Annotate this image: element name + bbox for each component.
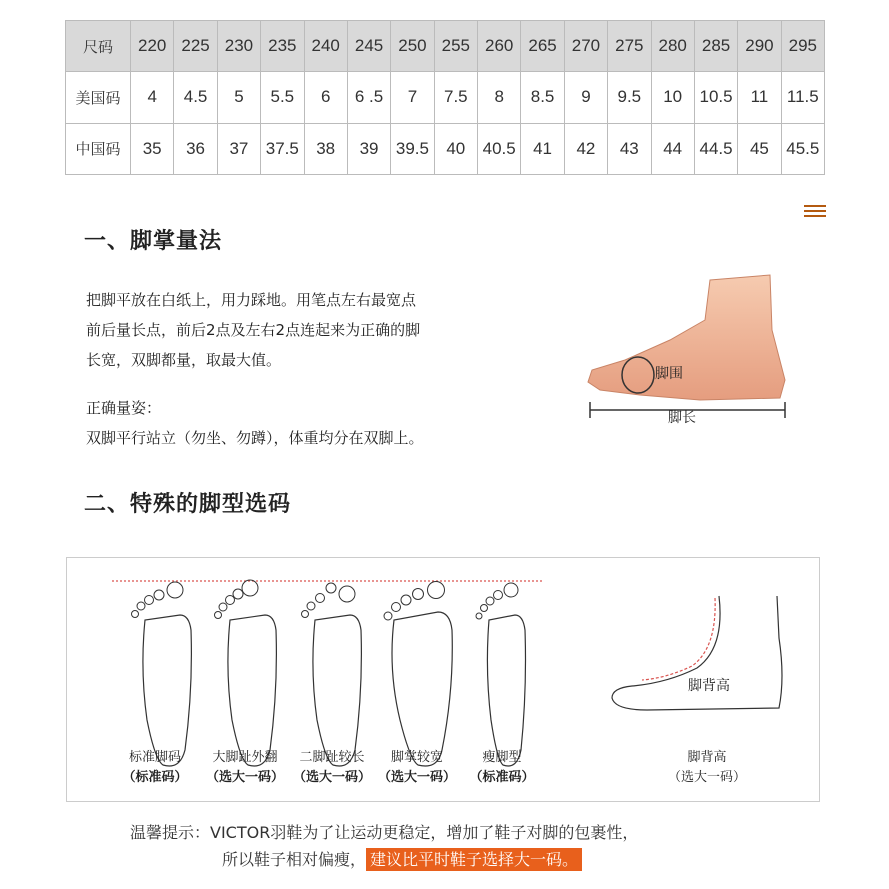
foot-outline-narrow [476, 583, 526, 766]
size-cell: 4 [131, 72, 174, 123]
instruction-line: 长宽，双脚都量，取最大值。 [86, 351, 282, 369]
measure-instructions [86, 285, 420, 375]
size-cell: 11.5 [781, 72, 824, 123]
posture-text: 双脚平行站立（勿坐、勿蹲），体重均分在双脚上。 [86, 429, 424, 447]
size-cell: 43 [608, 123, 651, 174]
size-cell: 220 [131, 21, 174, 72]
size-cell: 44 [651, 123, 694, 174]
size-cell: 7 [391, 72, 434, 123]
size-cell: 230 [217, 21, 260, 72]
foot-outline-wide [384, 582, 452, 767]
foot-type-advice: （标准码） [122, 770, 188, 785]
foot-outline-bunion [215, 580, 277, 766]
size-cell: 290 [738, 21, 781, 72]
size-cell: 275 [608, 21, 651, 72]
size-cell: 4.5 [174, 72, 217, 123]
foot-type-high-instep [647, 748, 767, 788]
instruction-line: 把脚平放在白纸上，用力踩地。用笔点左右最宽点 [86, 291, 417, 309]
posture-title: 正确量姿： [86, 399, 162, 417]
size-cell: 37.5 [261, 123, 304, 174]
size-cell: 36 [174, 123, 217, 174]
menu-icon[interactable] [804, 205, 826, 219]
foot-type-advice: （选大一码） [292, 770, 371, 785]
size-cell: 44.5 [694, 123, 737, 174]
foot-type-advice: （选大一码） [667, 770, 746, 785]
size-cell: 10 [651, 72, 694, 123]
size-cell: 255 [434, 21, 477, 72]
length-label: 脚长 [668, 410, 696, 426]
size-cell: 40.5 [478, 123, 521, 174]
size-cell: 7.5 [434, 72, 477, 123]
section2-heading: 二、特殊的脚型选码 [84, 492, 292, 517]
size-cell: 5 [217, 72, 260, 123]
posture-block [86, 393, 424, 453]
size-cell: 40 [434, 123, 477, 174]
foot-type-name: 瘦脚型 [482, 750, 522, 765]
foot-type-name: 标准脚码 [128, 750, 181, 765]
size-cell: 235 [261, 21, 304, 72]
foot-type-advice: （标准码） [469, 770, 535, 785]
girth-label: 脚围 [655, 366, 683, 382]
foot-measure-illustration [580, 270, 800, 440]
row-label: 尺码 [66, 21, 131, 72]
size-cell: 9.5 [608, 72, 651, 123]
size-row [66, 21, 825, 72]
size-cell: 10.5 [694, 72, 737, 123]
size-row [66, 123, 825, 174]
size-table [65, 20, 825, 175]
size-cell: 35 [131, 123, 174, 174]
foot-type-advice: （选大一码） [205, 770, 284, 785]
foot-type-name: 脚背高 [687, 750, 727, 765]
size-cell: 265 [521, 21, 564, 72]
size-cell: 240 [304, 21, 347, 72]
size-row [66, 72, 825, 123]
size-cell: 260 [478, 21, 521, 72]
size-cell: 6 .5 [347, 72, 390, 123]
size-cell: 6 [304, 72, 347, 123]
tip-highlight: 建议比平时鞋子选择大一码。 [366, 848, 582, 871]
tip-line1: 温馨提示：VICTOR羽鞋为了让运动更稳定，增加了鞋子对脚的包裹性， [130, 823, 639, 842]
foot-type-name: 脚掌较宽 [390, 750, 443, 765]
size-cell: 250 [391, 21, 434, 72]
section1-heading: 一、脚掌量法 [84, 229, 223, 254]
instep-label: 脚背高 [688, 678, 730, 694]
size-cell: 11 [738, 72, 781, 123]
foot-type-name: 大脚趾外翻 [212, 750, 278, 765]
size-cell: 8 [478, 72, 521, 123]
size-cell: 39.5 [391, 123, 434, 174]
size-cell: 42 [564, 123, 607, 174]
foot-outline-standard [132, 582, 192, 766]
size-cell: 8.5 [521, 72, 564, 123]
foot-type-name: 二脚趾较长 [299, 750, 365, 765]
size-cell: 280 [651, 21, 694, 72]
tip-prefix: 所以鞋子相对偏瘦， [222, 850, 367, 869]
size-cell: 38 [304, 123, 347, 174]
size-cell: 37 [217, 123, 260, 174]
size-cell: 225 [174, 21, 217, 72]
size-cell: 285 [694, 21, 737, 72]
tip-line2 [222, 847, 582, 870]
row-label: 中国码 [66, 123, 131, 174]
foot-type-advice: （选大一码） [377, 770, 456, 785]
size-cell: 270 [564, 21, 607, 72]
instruction-line: 前后量长点，前后2点及左右2点连起来为正确的脚 [86, 321, 421, 339]
row-label: 美国码 [66, 72, 131, 123]
foot-outline-long-second-toe [302, 583, 362, 766]
size-cell: 295 [781, 21, 824, 72]
size-cell: 245 [347, 21, 390, 72]
size-cell: 5.5 [261, 72, 304, 123]
size-cell: 45 [738, 123, 781, 174]
foot-type-narrow [442, 748, 562, 788]
foot-type-panel [66, 557, 820, 802]
size-cell: 45.5 [781, 123, 824, 174]
size-cell: 9 [564, 72, 607, 123]
size-cell: 41 [521, 123, 564, 174]
size-cell: 39 [347, 123, 390, 174]
